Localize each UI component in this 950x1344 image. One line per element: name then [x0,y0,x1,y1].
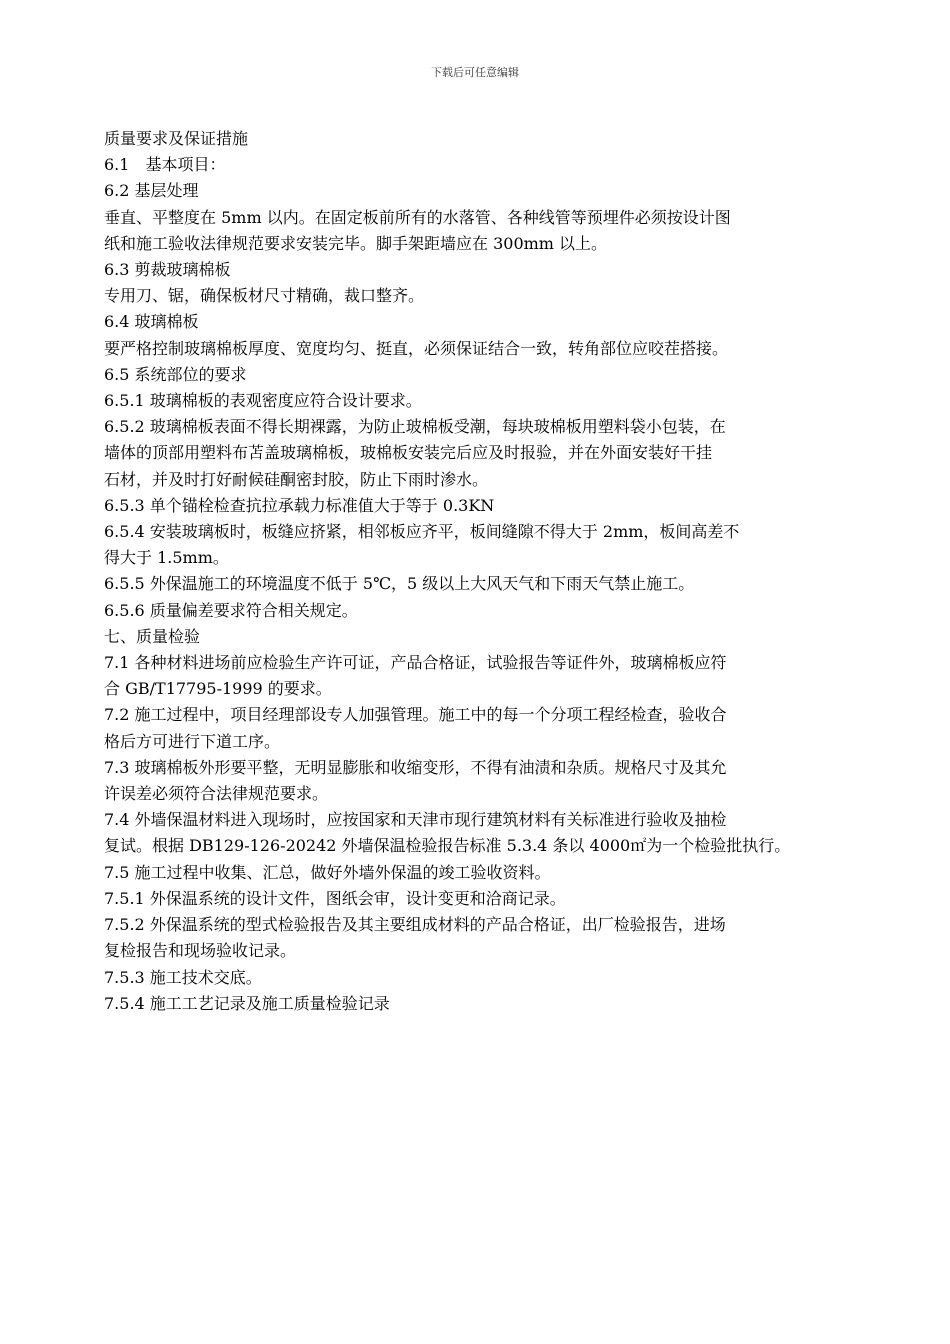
paragraph-line: 6.5.4 安装玻璃板时，板缝应挤紧，相邻板应齐平，板间缝隙不得大于 2mm，板间高差不 [104,522,740,542]
paragraph-line: 格后方可进行下道工序。 [104,731,281,751]
section-title: 质量要求及保证措施 [104,129,249,148]
paragraph-line: 6.5.5 外保温施工的环境温度不低于 5℃，5 级以上大风天气和下雨天气禁止施工。 [104,574,695,594]
paragraph-line: 垂直、平整度在 5mm 以内。在固定板前所有的水落管、各种线管等预埋件必须按设计图 [104,207,731,227]
paragraph-line: 7.1 各种材料进场前应检验生产许可证，产品合格证，试验报告等证件外，玻璃棉板应符 [104,653,727,673]
subsection-heading: 6.5 系统部位的要求 [104,364,247,384]
subsection-heading: 6.2 基层处理 [104,181,199,201]
paragraph-line: 7.5 施工过程中收集、汇总，做好外墙外保温的竣工验收资料。 [104,862,551,882]
paragraph-line: 要严格控制玻璃棉板厚度、宽度均匀、挺直，必须保证结合一致，转角部位应咬茬搭接。 [104,338,729,358]
paragraph-line: 7.5.2 外保温系统的型式检验报告及其主要组成材料的产品合格证，出厂检验报告，进场 [104,915,726,935]
paragraph-line: 合 GB/T17795-1999 的要求。 [104,679,332,699]
document-body [104,126,864,1017]
paragraph-line: 复检报告和现场验收记录。 [104,941,297,961]
subsection-heading: 6.4 玻璃棉板 [104,312,199,332]
paragraph-line: 7.4 外墙保温材料进入现场时，应按国家和天津市现行建筑材料有关标准进行验收及抽检 [104,810,727,830]
paragraph-line: 石材，并及时打好耐候硅酮密封胶，防止下雨时渗水。 [104,469,489,489]
paragraph-line: 7.5.1 外保温系统的设计文件，图纸会审，设计变更和洽商记录。 [104,888,566,908]
paragraph-line: 许误差必须符合法律规范要求。 [104,784,329,804]
page-header: 下载后可任意编辑 [431,66,519,79]
paragraph-line: 6.5.1 玻璃棉板的表观密度应符合设计要求。 [104,391,422,411]
paragraph-line: 7.2 施工过程中，项目经理部设专人加强管理。施工中的每一个分项工程经检查，验收合 [104,705,727,725]
paragraph-line: 6.5.2 玻璃棉板表面不得长期裸露，为防止玻棉板受潮，每块玻棉板用塑料袋小包装，在 [104,417,726,437]
section-heading: 七、质量检验 [104,626,201,646]
paragraph-line: 6.5.6 质量偏差要求符合相关规定。 [104,600,358,620]
paragraph-line: 7.3 玻璃棉板外形要平整，无明显膨胀和收缩变形，不得有油渍和杂质。规格尺寸及其允 [104,757,727,777]
paragraph-line: 墙体的顶部用塑料布苫盖玻璃棉板，玻棉板安装完后应及时报验，并在外面安装好干挂 [104,443,713,463]
paragraph-line: 6.5.3 单个锚栓检查抗拉承载力标准值大于等于 0.3KN [104,495,495,515]
subsection-heading: 6.1 基本项目： [104,155,226,175]
paragraph-line: 复试。根据 DB129-126-20242 外墙保温检验报告标准 5.3.4 条以 4000㎡为一个检验批执行。 [104,836,791,856]
paragraph-line: 纸和施工验收法律规范要求安装完毕。脚手架距墙应在 300mm 以上。 [104,233,608,253]
paragraph-line: 7.5.4 施工工艺记录及施工质量检验记录 [104,993,390,1013]
paragraph-line: 专用刀、锯，确保板材尺寸精确，裁口整齐。 [104,286,425,306]
paragraph-line: 得大于 1.5mm。 [104,548,229,568]
paragraph-line: 7.5.3 施工技术交底。 [104,967,262,987]
subsection-heading: 6.3 剪裁玻璃棉板 [104,260,231,280]
